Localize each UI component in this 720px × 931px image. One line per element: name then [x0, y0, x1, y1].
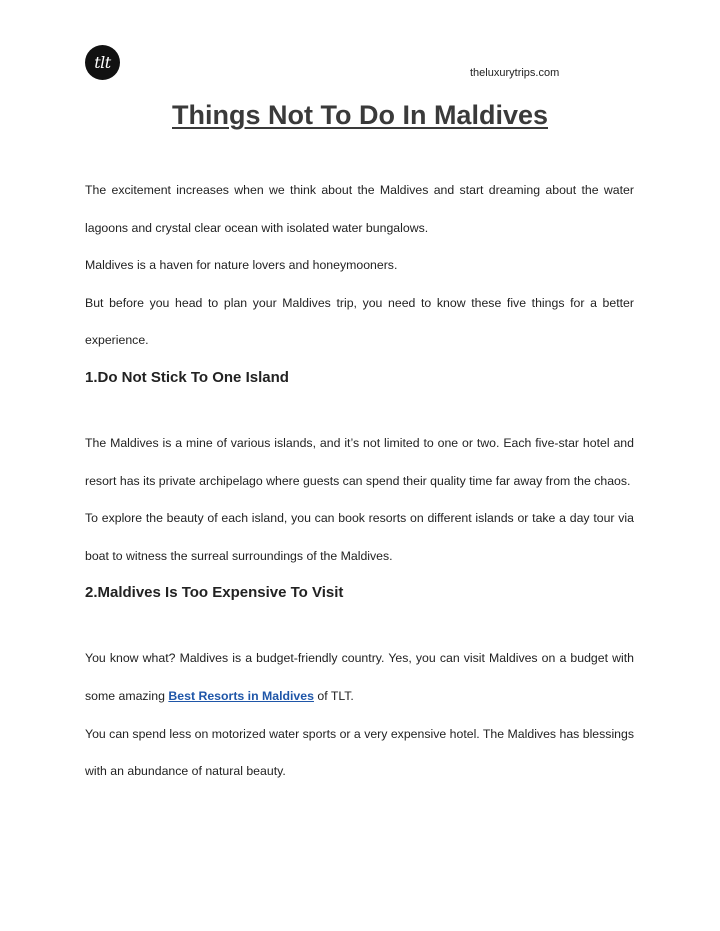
section-2-text-before-link: You know what? Maldives is a budget-friendly country. Yes, you can visit Maldives on a budget with some amazing [85, 651, 634, 703]
site-url: theluxurytrips.com [470, 67, 560, 79]
logo-text: tlt [94, 53, 111, 72]
best-resorts-link[interactable]: Best Resorts in Maldives [168, 688, 314, 703]
section-2-paragraph-1 [85, 640, 634, 715]
intro-paragraph-1: The excitement increases when we think about the Maldives and start dreaming about the water lagoons and crystal clear ocean with isolated water bungalows. [85, 183, 634, 235]
section-2-text-after-link: of TLT. [313, 688, 354, 703]
article-body [85, 172, 634, 791]
intro-paragraph-3: But before you head to plan your Maldives trip, you need to know these five things for a better experience. [85, 295, 634, 348]
section-2-heading: 2.Maldives Is Too Expensive To Visit [85, 584, 344, 602]
brand-logo[interactable] [85, 45, 120, 80]
page-title: Things Not To Do In Maldives [172, 100, 548, 130]
section-1-heading: 1.Do Not Stick To One Island [85, 368, 289, 386]
section-2-paragraph-2: You can spend less on motorized water sports or a very expensive hotel. The Maldives has blessings with an abundance of natural beauty. [85, 726, 634, 779]
section-1-paragraph-1: The Maldives is a mine of various islands, and it’s not limited to one or two. Each five-star hotel and resort has its private archipelago where guests can spend their quality time far away from the chaos. [85, 435, 634, 488]
section-1-paragraph-2: To explore the beauty of each island, you can book resorts on different islands or take a day tour via boat to witness the surreal surroundings of the Maldives. [85, 511, 634, 563]
intro-paragraph-2: Maldives is a haven for nature lovers and honeymooners. [85, 258, 398, 273]
